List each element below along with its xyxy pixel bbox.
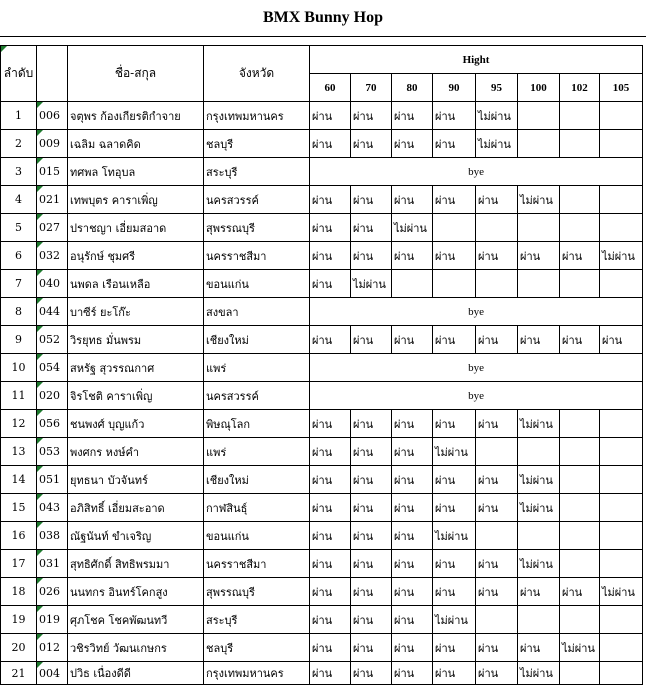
rank-cell: 16 <box>1 522 37 550</box>
result-cell: ผ่าน <box>351 242 392 270</box>
code-cell: 019 <box>37 606 68 634</box>
result-cell <box>560 606 600 634</box>
table-row <box>1 662 643 685</box>
province-cell: พิษณุโลก <box>204 410 310 438</box>
rank-cell: 10 <box>1 354 37 382</box>
result-cell <box>518 438 560 466</box>
bye-cell: bye <box>310 382 643 410</box>
result-cell: ผ่าน <box>476 494 518 522</box>
result-cell: ผ่าน <box>392 662 433 685</box>
result-cell: ผ่าน <box>392 634 433 662</box>
result-cell: ผ่าน <box>310 438 351 466</box>
result-cell <box>560 270 600 298</box>
header-height: 80 <box>392 74 433 102</box>
result-cell: ไม่ผ่าน <box>600 242 643 270</box>
result-cell: ผ่าน <box>433 550 476 578</box>
result-cell: ผ่าน <box>392 606 433 634</box>
code-cell: 004 <box>37 662 68 685</box>
result-cell: ไม่ผ่าน <box>433 522 476 550</box>
name-cell: เทพบุตร คาราเพิ่ญ <box>68 186 204 214</box>
code-cell: 043 <box>37 494 68 522</box>
code-cell: 020 <box>37 382 68 410</box>
table-row <box>1 270 643 298</box>
province-cell: นครสวรรค์ <box>204 186 310 214</box>
result-cell <box>600 522 643 550</box>
province-cell: สระบุรี <box>204 158 310 186</box>
table-row <box>1 130 643 158</box>
result-cell: ผ่าน <box>476 466 518 494</box>
bye-cell: bye <box>310 158 643 186</box>
table-row <box>1 382 643 410</box>
result-cell <box>518 214 560 242</box>
result-cell: ผ่าน <box>433 466 476 494</box>
result-cell: ไม่ผ่าน <box>518 494 560 522</box>
rank-cell: 18 <box>1 578 37 606</box>
name-cell: ณัฐนันท์ ขำเจริญ <box>68 522 204 550</box>
table-row <box>1 550 643 578</box>
result-cell: ผ่าน <box>392 494 433 522</box>
province-cell: นครราชสีมา <box>204 550 310 578</box>
province-cell: แพร่ <box>204 354 310 382</box>
name-cell: วชิรวิทย์ วัฒนเกษกร <box>68 634 204 662</box>
header-name: ชื่อ-สกุล <box>68 46 204 102</box>
result-cell: ผ่าน <box>392 578 433 606</box>
result-cell: ผ่าน <box>433 186 476 214</box>
table-row <box>1 298 643 326</box>
result-cell: ผ่าน <box>392 550 433 578</box>
result-cell: ผ่าน <box>310 634 351 662</box>
rank-cell: 21 <box>1 662 37 685</box>
table-row <box>1 102 643 130</box>
header-province: จังหวัด <box>204 46 310 102</box>
result-cell <box>392 270 433 298</box>
code-cell: 027 <box>37 214 68 242</box>
code-cell: 006 <box>37 102 68 130</box>
name-cell: จตุพร ก้องเกียรติกำจาย <box>68 102 204 130</box>
result-cell: ไม่ผ่าน <box>518 186 560 214</box>
result-cell: ไม่ผ่าน <box>600 578 643 606</box>
rank-cell: 5 <box>1 214 37 242</box>
result-cell: ผ่าน <box>392 186 433 214</box>
rank-cell: 14 <box>1 466 37 494</box>
result-cell: ผ่าน <box>351 494 392 522</box>
result-cell: ผ่าน <box>351 606 392 634</box>
result-cell: ผ่าน <box>392 438 433 466</box>
table-row <box>1 214 643 242</box>
result-cell: ผ่าน <box>310 550 351 578</box>
result-cell: ผ่าน <box>433 634 476 662</box>
code-cell: 015 <box>37 158 68 186</box>
code-cell: 012 <box>37 634 68 662</box>
result-cell <box>560 438 600 466</box>
code-cell: 026 <box>37 578 68 606</box>
code-cell: 051 <box>37 466 68 494</box>
results-table <box>0 45 643 685</box>
result-cell: ผ่าน <box>310 242 351 270</box>
code-cell: 052 <box>37 326 68 354</box>
rank-cell: 4 <box>1 186 37 214</box>
header-code <box>37 46 68 102</box>
result-cell: ไม่ผ่าน <box>351 270 392 298</box>
result-cell: ผ่าน <box>351 410 392 438</box>
code-cell: 009 <box>37 130 68 158</box>
result-cell: ไม่ผ่าน <box>518 410 560 438</box>
result-cell: ผ่าน <box>392 466 433 494</box>
result-cell <box>518 522 560 550</box>
result-cell: ผ่าน <box>476 550 518 578</box>
result-cell <box>600 606 643 634</box>
result-cell: ผ่าน <box>392 242 433 270</box>
result-cell <box>476 606 518 634</box>
result-cell <box>600 102 643 130</box>
result-cell: ผ่าน <box>518 326 560 354</box>
result-cell: ผ่าน <box>476 186 518 214</box>
result-cell <box>518 606 560 634</box>
result-cell <box>560 522 600 550</box>
result-cell <box>600 466 643 494</box>
result-cell: ผ่าน <box>351 522 392 550</box>
result-cell: ไม่ผ่าน <box>433 438 476 466</box>
province-cell: กรุงเทพมหานคร <box>204 662 310 685</box>
code-cell: 038 <box>37 522 68 550</box>
result-cell <box>560 550 600 578</box>
rank-cell: 11 <box>1 382 37 410</box>
header-rank: ลำดับ <box>1 46 37 102</box>
result-cell: ผ่าน <box>310 522 351 550</box>
result-cell <box>560 214 600 242</box>
table-row <box>1 354 643 382</box>
code-cell: 056 <box>37 410 68 438</box>
header-height: 70 <box>351 74 392 102</box>
title-divider <box>0 36 646 37</box>
result-cell: ไม่ผ่าน <box>518 662 560 685</box>
code-cell: 044 <box>37 298 68 326</box>
province-cell: ชลบุรี <box>204 634 310 662</box>
table-row <box>1 410 643 438</box>
result-cell: ผ่าน <box>392 102 433 130</box>
rank-cell: 3 <box>1 158 37 186</box>
result-cell <box>560 494 600 522</box>
table-row <box>1 634 643 662</box>
name-cell: ชนพงศ์ บุญแก้ว <box>68 410 204 438</box>
result-cell: ผ่าน <box>433 102 476 130</box>
result-cell: ผ่าน <box>351 466 392 494</box>
table-row <box>1 186 643 214</box>
result-cell <box>600 662 643 685</box>
result-cell: ไม่ผ่าน <box>476 130 518 158</box>
result-cell: ผ่าน <box>518 242 560 270</box>
result-cell: ผ่าน <box>351 662 392 685</box>
province-cell: ขอนแก่น <box>204 522 310 550</box>
result-cell <box>600 634 643 662</box>
result-cell: ไม่ผ่าน <box>476 102 518 130</box>
result-cell <box>600 186 643 214</box>
result-cell: ผ่าน <box>518 578 560 606</box>
name-cell: บาซีร์ ยะโก๊ะ <box>68 298 204 326</box>
result-cell <box>600 270 643 298</box>
result-cell: ผ่าน <box>310 214 351 242</box>
result-cell: ไม่ผ่าน <box>560 634 600 662</box>
province-cell: เชียงใหม่ <box>204 466 310 494</box>
rank-cell: 1 <box>1 102 37 130</box>
result-cell: ผ่าน <box>310 466 351 494</box>
rank-cell: 13 <box>1 438 37 466</box>
result-cell: ผ่าน <box>310 270 351 298</box>
province-cell: ขอนแก่น <box>204 270 310 298</box>
result-cell <box>600 494 643 522</box>
result-cell <box>518 102 560 130</box>
result-cell <box>600 410 643 438</box>
result-cell: ผ่าน <box>433 662 476 685</box>
result-cell: ผ่าน <box>433 410 476 438</box>
rank-cell: 6 <box>1 242 37 270</box>
result-cell <box>600 550 643 578</box>
result-cell <box>518 130 560 158</box>
province-cell: สุพรรณบุรี <box>204 578 310 606</box>
result-cell: ผ่าน <box>433 578 476 606</box>
table-row <box>1 578 643 606</box>
result-cell <box>600 214 643 242</box>
name-cell: อนุรักษ์ ชุมศรี <box>68 242 204 270</box>
name-cell: ทศพล โทอุบล <box>68 158 204 186</box>
province-cell: เชียงใหม่ <box>204 326 310 354</box>
table-row <box>1 606 643 634</box>
province-cell: แพร่ <box>204 438 310 466</box>
result-cell: ผ่าน <box>310 186 351 214</box>
result-cell: ผ่าน <box>476 662 518 685</box>
header-height: 95 <box>476 74 518 102</box>
result-cell <box>600 438 643 466</box>
province-cell: กาฬสินธุ์ <box>204 494 310 522</box>
header-row-top <box>1 46 643 74</box>
rank-cell: 17 <box>1 550 37 578</box>
result-cell: ผ่าน <box>351 634 392 662</box>
province-cell: ชลบุรี <box>204 130 310 158</box>
province-cell: กรุงเทพมหานคร <box>204 102 310 130</box>
result-cell: ผ่าน <box>310 326 351 354</box>
result-cell: ผ่าน <box>476 326 518 354</box>
result-cell: ผ่าน <box>560 242 600 270</box>
rank-cell: 12 <box>1 410 37 438</box>
header-height: 90 <box>433 74 476 102</box>
result-cell: ผ่าน <box>310 662 351 685</box>
result-cell: ผ่าน <box>600 326 643 354</box>
name-cell: ปวิธ เนื่องดีดี <box>68 662 204 685</box>
result-cell <box>560 466 600 494</box>
result-cell: ผ่าน <box>310 410 351 438</box>
code-cell: 031 <box>37 550 68 578</box>
results-body <box>1 102 643 685</box>
sheet-title: BMX Bunny Hop <box>262 9 384 26</box>
province-cell: สงขลา <box>204 298 310 326</box>
code-cell: 032 <box>37 242 68 270</box>
result-cell <box>560 662 600 685</box>
result-cell: ผ่าน <box>351 438 392 466</box>
result-cell: ผ่าน <box>310 578 351 606</box>
name-cell: นพดล เรือนเหลือ <box>68 270 204 298</box>
province-cell: นครราชสีมา <box>204 242 310 270</box>
result-cell: ผ่าน <box>351 326 392 354</box>
name-cell: เฉลิม ฉลาดคิด <box>68 130 204 158</box>
header-height: 100 <box>518 74 560 102</box>
result-cell <box>476 438 518 466</box>
result-cell <box>476 522 518 550</box>
rank-cell: 2 <box>1 130 37 158</box>
name-cell: นนทกร อินทร์โคกสูง <box>68 578 204 606</box>
result-cell: ผ่าน <box>351 130 392 158</box>
table-row <box>1 158 643 186</box>
result-cell: ผ่าน <box>351 186 392 214</box>
result-cell <box>600 130 643 158</box>
result-cell <box>433 270 476 298</box>
name-cell: วิรยุทธ มั่นพรม <box>68 326 204 354</box>
result-cell <box>433 214 476 242</box>
table-row <box>1 242 643 270</box>
result-cell: ผ่าน <box>476 578 518 606</box>
result-cell: ผ่าน <box>392 410 433 438</box>
result-cell: ผ่าน <box>392 130 433 158</box>
name-cell: ยุทธนา บัวจันทร์ <box>68 466 204 494</box>
result-cell: ผ่าน <box>476 242 518 270</box>
result-cell: ไม่ผ่าน <box>518 466 560 494</box>
result-cell: ผ่าน <box>476 410 518 438</box>
result-cell: ผ่าน <box>392 522 433 550</box>
table-row <box>1 326 643 354</box>
name-cell: อภิสิทธิ์ เอี่ยมสะอาด <box>68 494 204 522</box>
table-row <box>1 494 643 522</box>
result-cell <box>560 410 600 438</box>
code-cell: 053 <box>37 438 68 466</box>
result-cell <box>560 130 600 158</box>
result-cell: ผ่าน <box>310 606 351 634</box>
result-cell: ผ่าน <box>560 578 600 606</box>
name-cell: พงศกร หงษ์คำ <box>68 438 204 466</box>
result-cell <box>560 186 600 214</box>
result-cell <box>476 270 518 298</box>
header-height: 102 <box>560 74 600 102</box>
result-cell <box>518 270 560 298</box>
code-cell: 040 <box>37 270 68 298</box>
code-cell: 021 <box>37 186 68 214</box>
result-cell: ผ่าน <box>310 102 351 130</box>
result-cell: ผ่าน <box>351 102 392 130</box>
name-cell: สหรัฐ สุวรรณกาศ <box>68 354 204 382</box>
result-cell: ผ่าน <box>518 634 560 662</box>
table-row <box>1 438 643 466</box>
name-cell: สุทธิศักดิ์ สิทธิพรมมา <box>68 550 204 578</box>
result-cell: ผ่าน <box>351 578 392 606</box>
header-height: 105 <box>600 74 643 102</box>
rank-cell: 15 <box>1 494 37 522</box>
result-cell: ไม่ผ่าน <box>433 606 476 634</box>
result-cell: ผ่าน <box>351 550 392 578</box>
result-cell: ไม่ผ่าน <box>518 550 560 578</box>
result-cell: ผ่าน <box>310 494 351 522</box>
rank-cell: 9 <box>1 326 37 354</box>
table-row <box>1 466 643 494</box>
header-height-group: Hight <box>310 46 643 74</box>
rank-cell: 7 <box>1 270 37 298</box>
result-cell: ผ่าน <box>433 130 476 158</box>
name-cell: จิรโชติ คาราเพิ่ญ <box>68 382 204 410</box>
rank-cell: 8 <box>1 298 37 326</box>
result-cell: ผ่าน <box>433 242 476 270</box>
name-cell: ศุภโชค โชคพัฒนทวี <box>68 606 204 634</box>
result-cell: ผ่าน <box>351 214 392 242</box>
bye-cell: bye <box>310 354 643 382</box>
result-cell: ไม่ผ่าน <box>392 214 433 242</box>
result-cell: ผ่าน <box>392 326 433 354</box>
name-cell: ปราชญา เอี่ยมสอาด <box>68 214 204 242</box>
province-cell: สุพรรณบุรี <box>204 214 310 242</box>
code-cell: 054 <box>37 354 68 382</box>
bye-cell: bye <box>310 298 643 326</box>
result-cell <box>560 102 600 130</box>
rank-cell: 20 <box>1 634 37 662</box>
result-cell: ผ่าน <box>476 634 518 662</box>
result-cell: ผ่าน <box>433 326 476 354</box>
rank-cell: 19 <box>1 606 37 634</box>
province-cell: สระบุรี <box>204 606 310 634</box>
result-cell <box>476 214 518 242</box>
result-cell: ผ่าน <box>310 130 351 158</box>
result-cell: ผ่าน <box>433 494 476 522</box>
result-cell: ผ่าน <box>560 326 600 354</box>
table-row <box>1 522 643 550</box>
province-cell: นครสวรรค์ <box>204 382 310 410</box>
header-height: 60 <box>310 74 351 102</box>
